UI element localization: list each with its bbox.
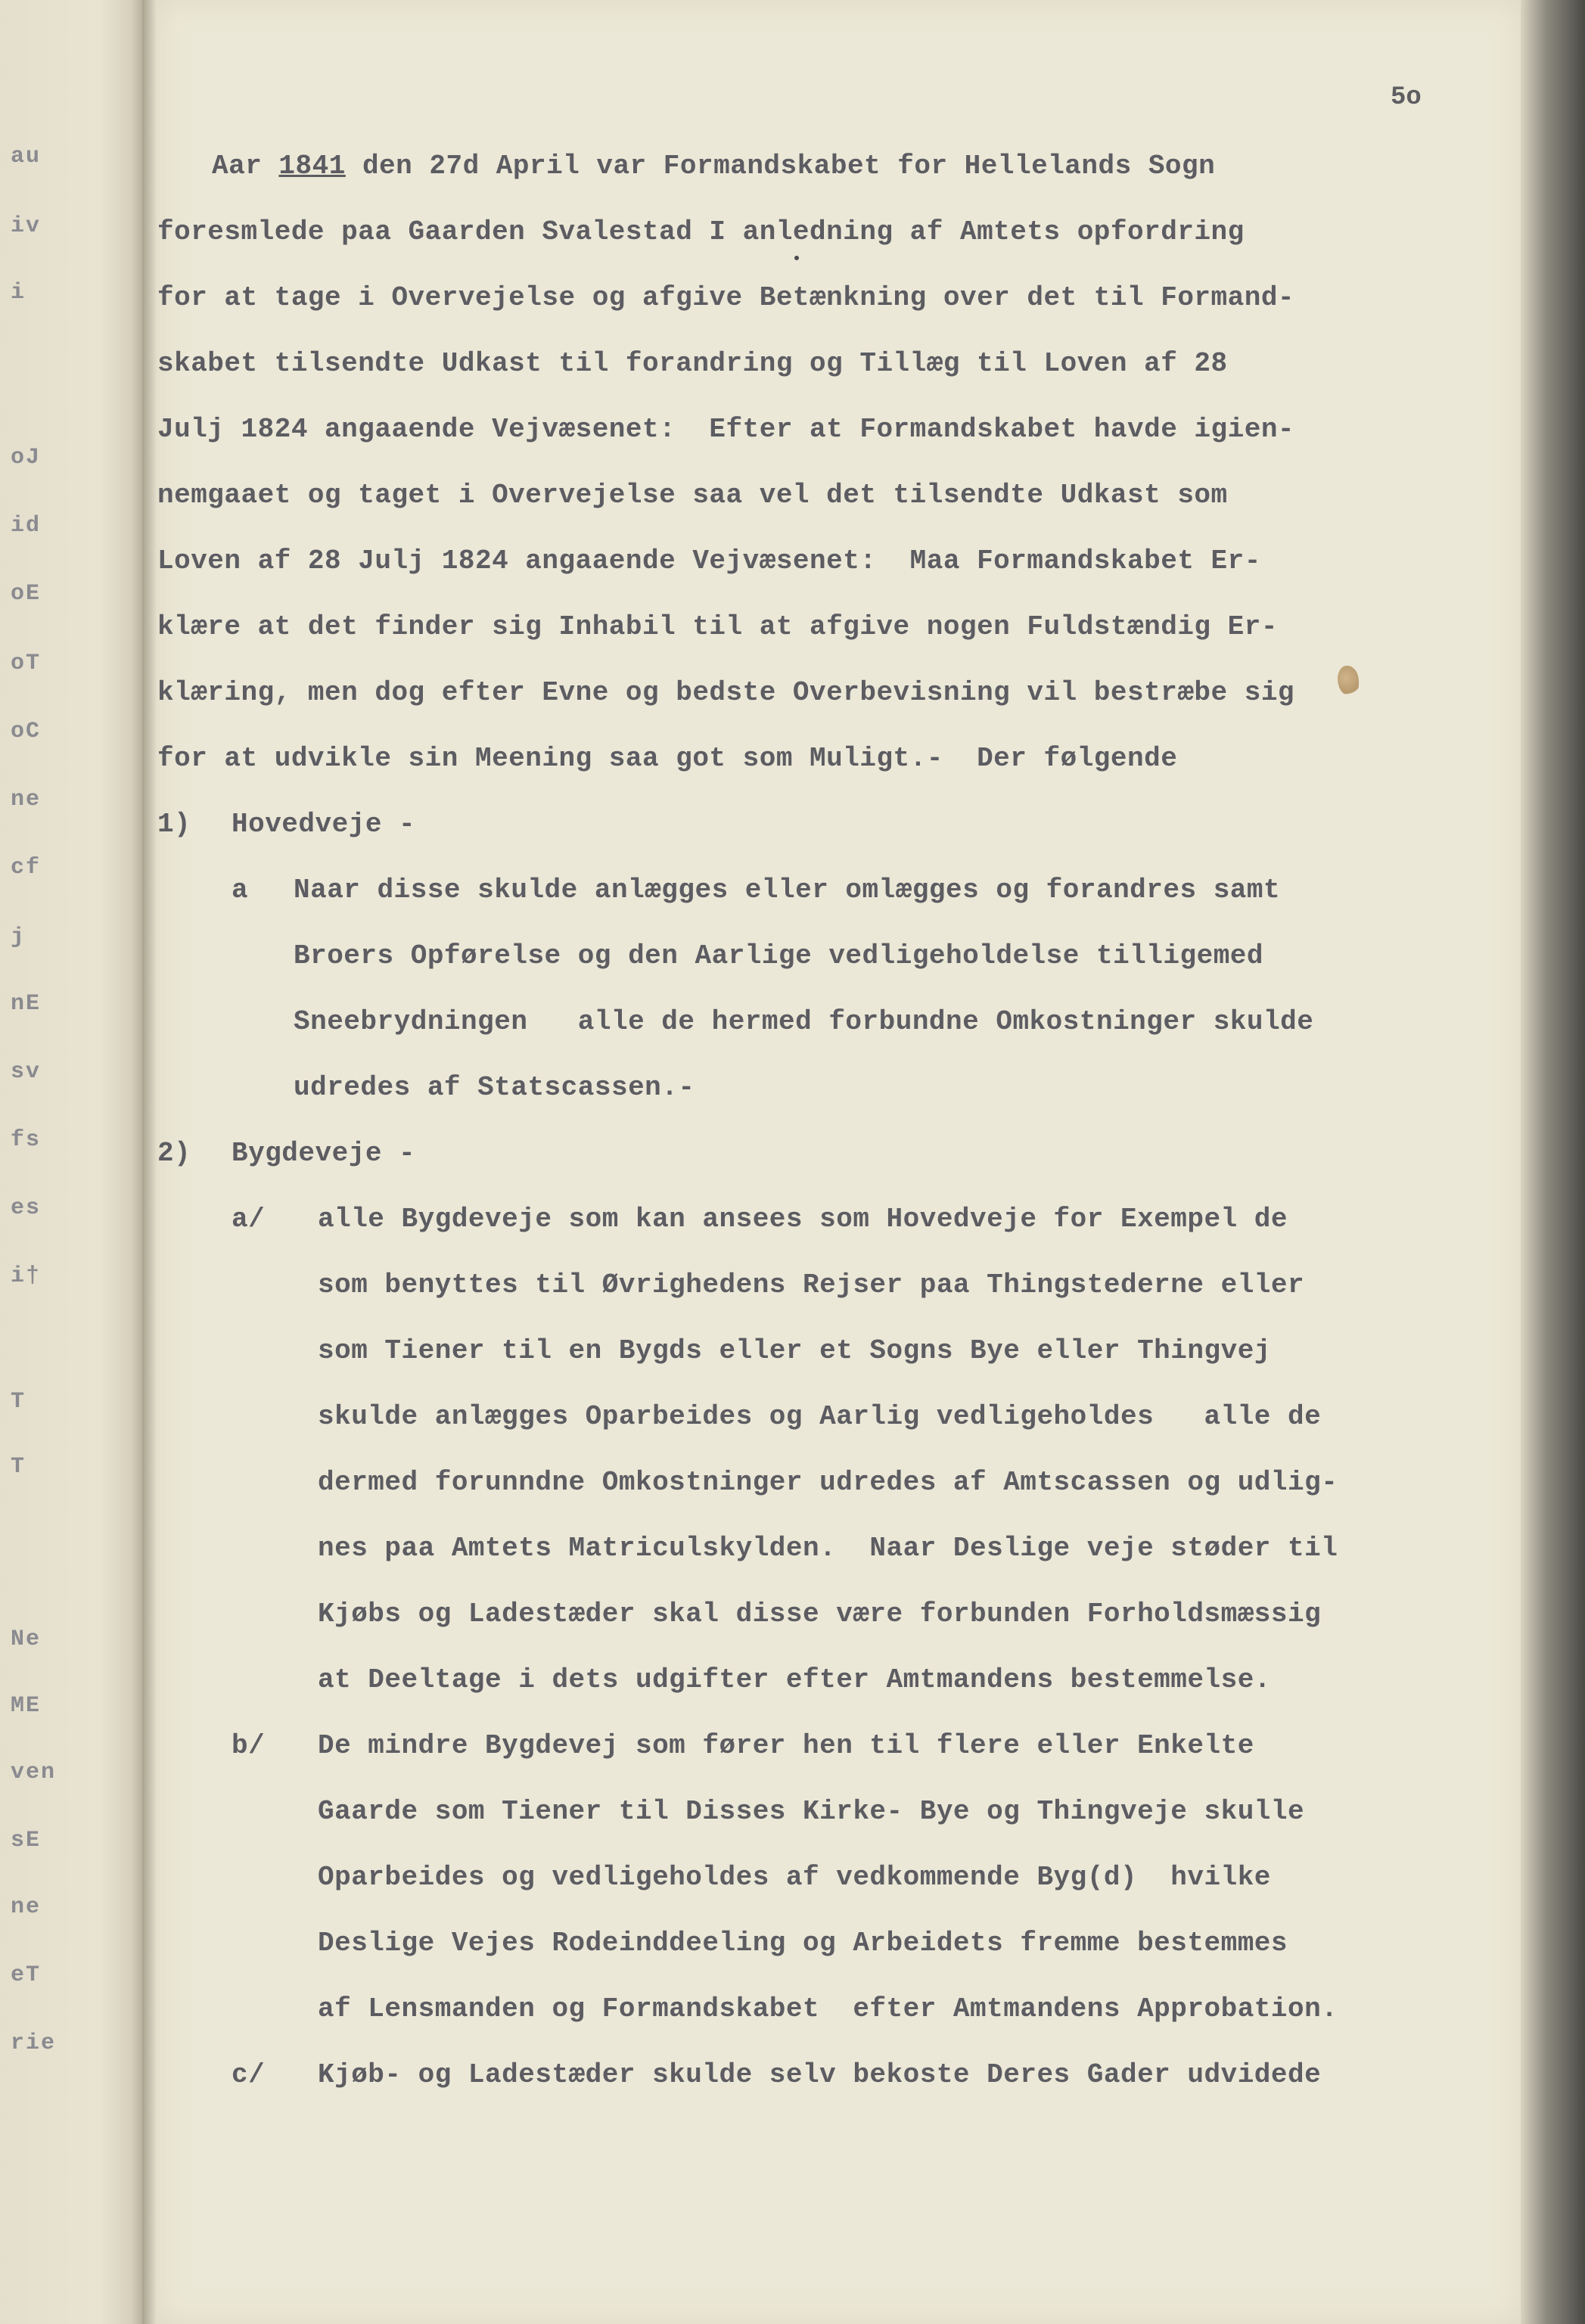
- margin-fragment: rie: [11, 2030, 57, 2056]
- margin-fragment: oJ: [11, 445, 42, 471]
- text-line: nes paa Amtets Matriculskylden. Naar Deslige veje støder til: [318, 1533, 1338, 1564]
- text-line: Kjøbs og Ladestæder skal disse være forbunden Forholdsmæssig: [318, 1599, 1322, 1630]
- list-label: b/: [232, 1730, 266, 1761]
- text-line: klæring, men dog efter Evne og bedste Overbevisning vil bestræbe sig: [157, 677, 1295, 708]
- text-line: klære at det finder sig Inhabil til at afgive nogen Fuldstændig Er-: [157, 611, 1278, 642]
- text-line: Kjøb- og Ladestæder skulde selv bekoste Deres Gader udvidede: [318, 2059, 1322, 2090]
- typed-text-body: [157, 0, 1521, 2324]
- margin-fragment: es: [11, 1195, 42, 1221]
- underlined-year: 1841: [278, 151, 346, 182]
- margin-fragment: cf: [11, 855, 42, 881]
- text-line: som Tiener til en Bygds eller et Sogns Bye eller Thingvej: [318, 1335, 1271, 1366]
- margin-fragment: i: [11, 280, 26, 306]
- margin-fragment: ME: [11, 1693, 42, 1719]
- text-line: Aar 1841 den 27d April var Formandskabet for Hellelands Sogn: [212, 151, 1216, 182]
- text-line: Loven af 28 Julj 1824 angaaende Vejvæsenet: Maa Formandskabet Er-: [157, 545, 1261, 576]
- left-page-edge: [0, 0, 142, 2324]
- margin-fragment: sv: [11, 1059, 42, 1085]
- list-label: 2): [157, 1138, 191, 1169]
- margin-fragment: T: [11, 1454, 26, 1480]
- margin-fragment: ven: [11, 1760, 57, 1785]
- text-line: at Deeltage i dets udgifter efter Amtmandens bestemmelse.: [318, 1664, 1271, 1695]
- text-line: Deslige Vejes Rodeinddeeling og Arbeidets fremme bestemmes: [318, 1928, 1288, 1959]
- text-line: De mindre Bygdevej som fører hen til flere eller Enkelte: [318, 1730, 1254, 1761]
- text-line: foresmlede paa Gaarden Svalestad I anledning af Amtets opfordring: [157, 216, 1245, 247]
- margin-fragment: iv: [11, 213, 42, 239]
- margin-fragment: Ne: [11, 1626, 42, 1652]
- margin-fragment: nE: [11, 991, 42, 1017]
- text-line: Sneebrydningen alle de hermed forbundne Omkostninger skulde: [294, 1006, 1314, 1037]
- text-line: skabet tilsendte Udkast til forandring og Tillæg til Loven af 28: [157, 348, 1228, 379]
- margin-fragment: au: [11, 144, 42, 169]
- text-line: skulde anlægges Oparbeides og Aarlig vedligeholdes alle de: [318, 1401, 1322, 1432]
- margin-fragment: ne: [11, 1894, 42, 1920]
- list-label: a/: [232, 1204, 266, 1235]
- text-line: for at udvikle sin Meening saa got som Muligt.- Der følgende: [157, 743, 1178, 774]
- text-line: Julj 1824 angaaende Vejvæsenet: Efter at Formandskabet havde igien-: [157, 414, 1295, 445]
- text-line: udredes af Statscassen.-: [294, 1072, 695, 1103]
- text-line: for at tage i Overvejelse og afgive Betænkning over det til Formand-: [157, 282, 1295, 313]
- document-page: [157, 0, 1521, 2324]
- text-line: som benyttes til Øvrighedens Rejser paa Thingstederne eller: [318, 1269, 1305, 1300]
- margin-fragment: eT: [11, 1962, 42, 1988]
- list-label: 1): [157, 809, 191, 840]
- text-line: dermed forunndne Omkostninger udredes af Amtscassen og udlig-: [318, 1467, 1338, 1498]
- margin-fragment: oE: [11, 581, 42, 607]
- text-line: Bygdeveje -: [232, 1138, 416, 1169]
- text-line: Broers Opførelse og den Aarlige vedligeholdelse tilligemed: [294, 940, 1264, 971]
- margin-fragment: i†: [11, 1263, 42, 1289]
- list-label: a: [232, 875, 249, 906]
- page-number: 5o: [1391, 83, 1422, 112]
- text-line: Oparbeides og vedligeholdes af vedkommende Byg(d) hvilke: [318, 1862, 1271, 1893]
- margin-fragment: oT: [11, 651, 42, 676]
- margin-fragment: fs: [11, 1127, 42, 1153]
- book-gutter: [142, 0, 157, 2324]
- margin-fragment: id: [11, 513, 42, 539]
- margin-fragment: j: [11, 924, 26, 950]
- text-line: af Lensmanden og Formandskabet efter Amtmandens Approbation.: [318, 1993, 1338, 2024]
- text-line: Hovedveje -: [232, 809, 416, 840]
- text-line: Gaarde som Tiener til Disses Kirke- Bye og Thingveje skulle: [318, 1796, 1305, 1827]
- margin-fragment: oC: [11, 719, 42, 744]
- text-line: alle Bygdeveje som kan ansees som Hovedveje for Exempel de: [318, 1204, 1288, 1235]
- margin-fragment: ne: [11, 787, 42, 812]
- text-line: Naar disse skulde anlægges eller omlægges og forandres samt: [294, 875, 1281, 906]
- scan-background-edge: [1521, 0, 1585, 2324]
- text-line: nemgaaet og taget i Overvejelse saa vel det tilsendte Udkast som: [157, 480, 1228, 511]
- margin-fragment: sE: [11, 1828, 42, 1853]
- list-label: c/: [232, 2059, 266, 2090]
- margin-fragment: T: [11, 1389, 26, 1415]
